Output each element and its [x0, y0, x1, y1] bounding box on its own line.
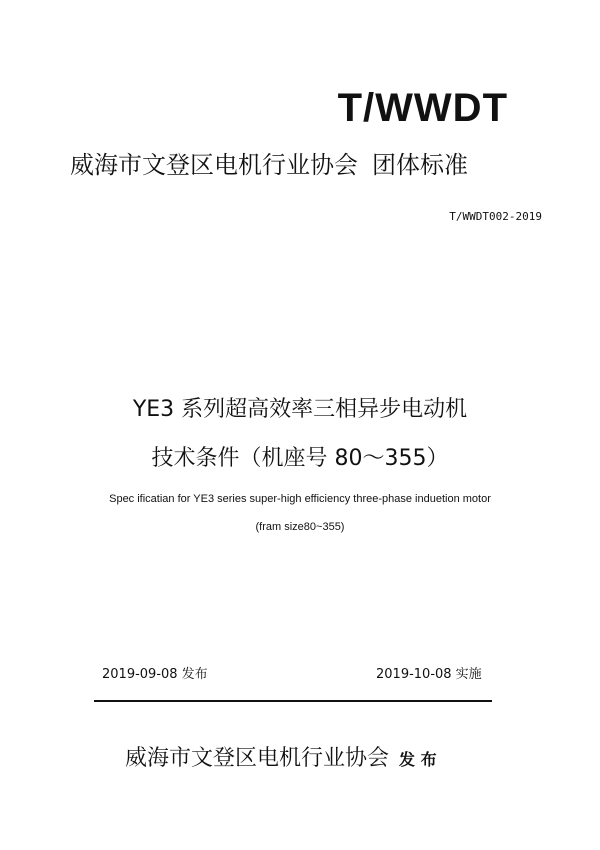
- standard-code: T/WWDT: [337, 86, 508, 130]
- organization-name: 威海市文登区电机行业协会: [70, 151, 358, 179]
- organization-standard-line: [70, 150, 468, 180]
- title-line-2: 技术条件（机座号 80～355）: [151, 446, 449, 471]
- divider-line: [94, 700, 492, 702]
- document-number: T/WWDT002-2019: [449, 210, 542, 223]
- english-title: Spec ificatian for YE3 series super-high efficiency three-phase indueti‌on motor: [109, 493, 491, 505]
- publish-date: 2019-09-08 发布: [102, 667, 208, 682]
- implementation-date: 2019-10-08 实施: [376, 667, 482, 682]
- publisher-name: 威海市文登区电机行业协会: [125, 746, 390, 771]
- standard-type: 团体标准: [372, 151, 468, 179]
- publisher-line: [125, 744, 437, 775]
- title-line-1: YE3 系列超高效率三相异步电动机: [132, 397, 468, 422]
- english-subtitle: (fram size80~355): [255, 521, 345, 533]
- publish-label: 发 布: [399, 750, 437, 769]
